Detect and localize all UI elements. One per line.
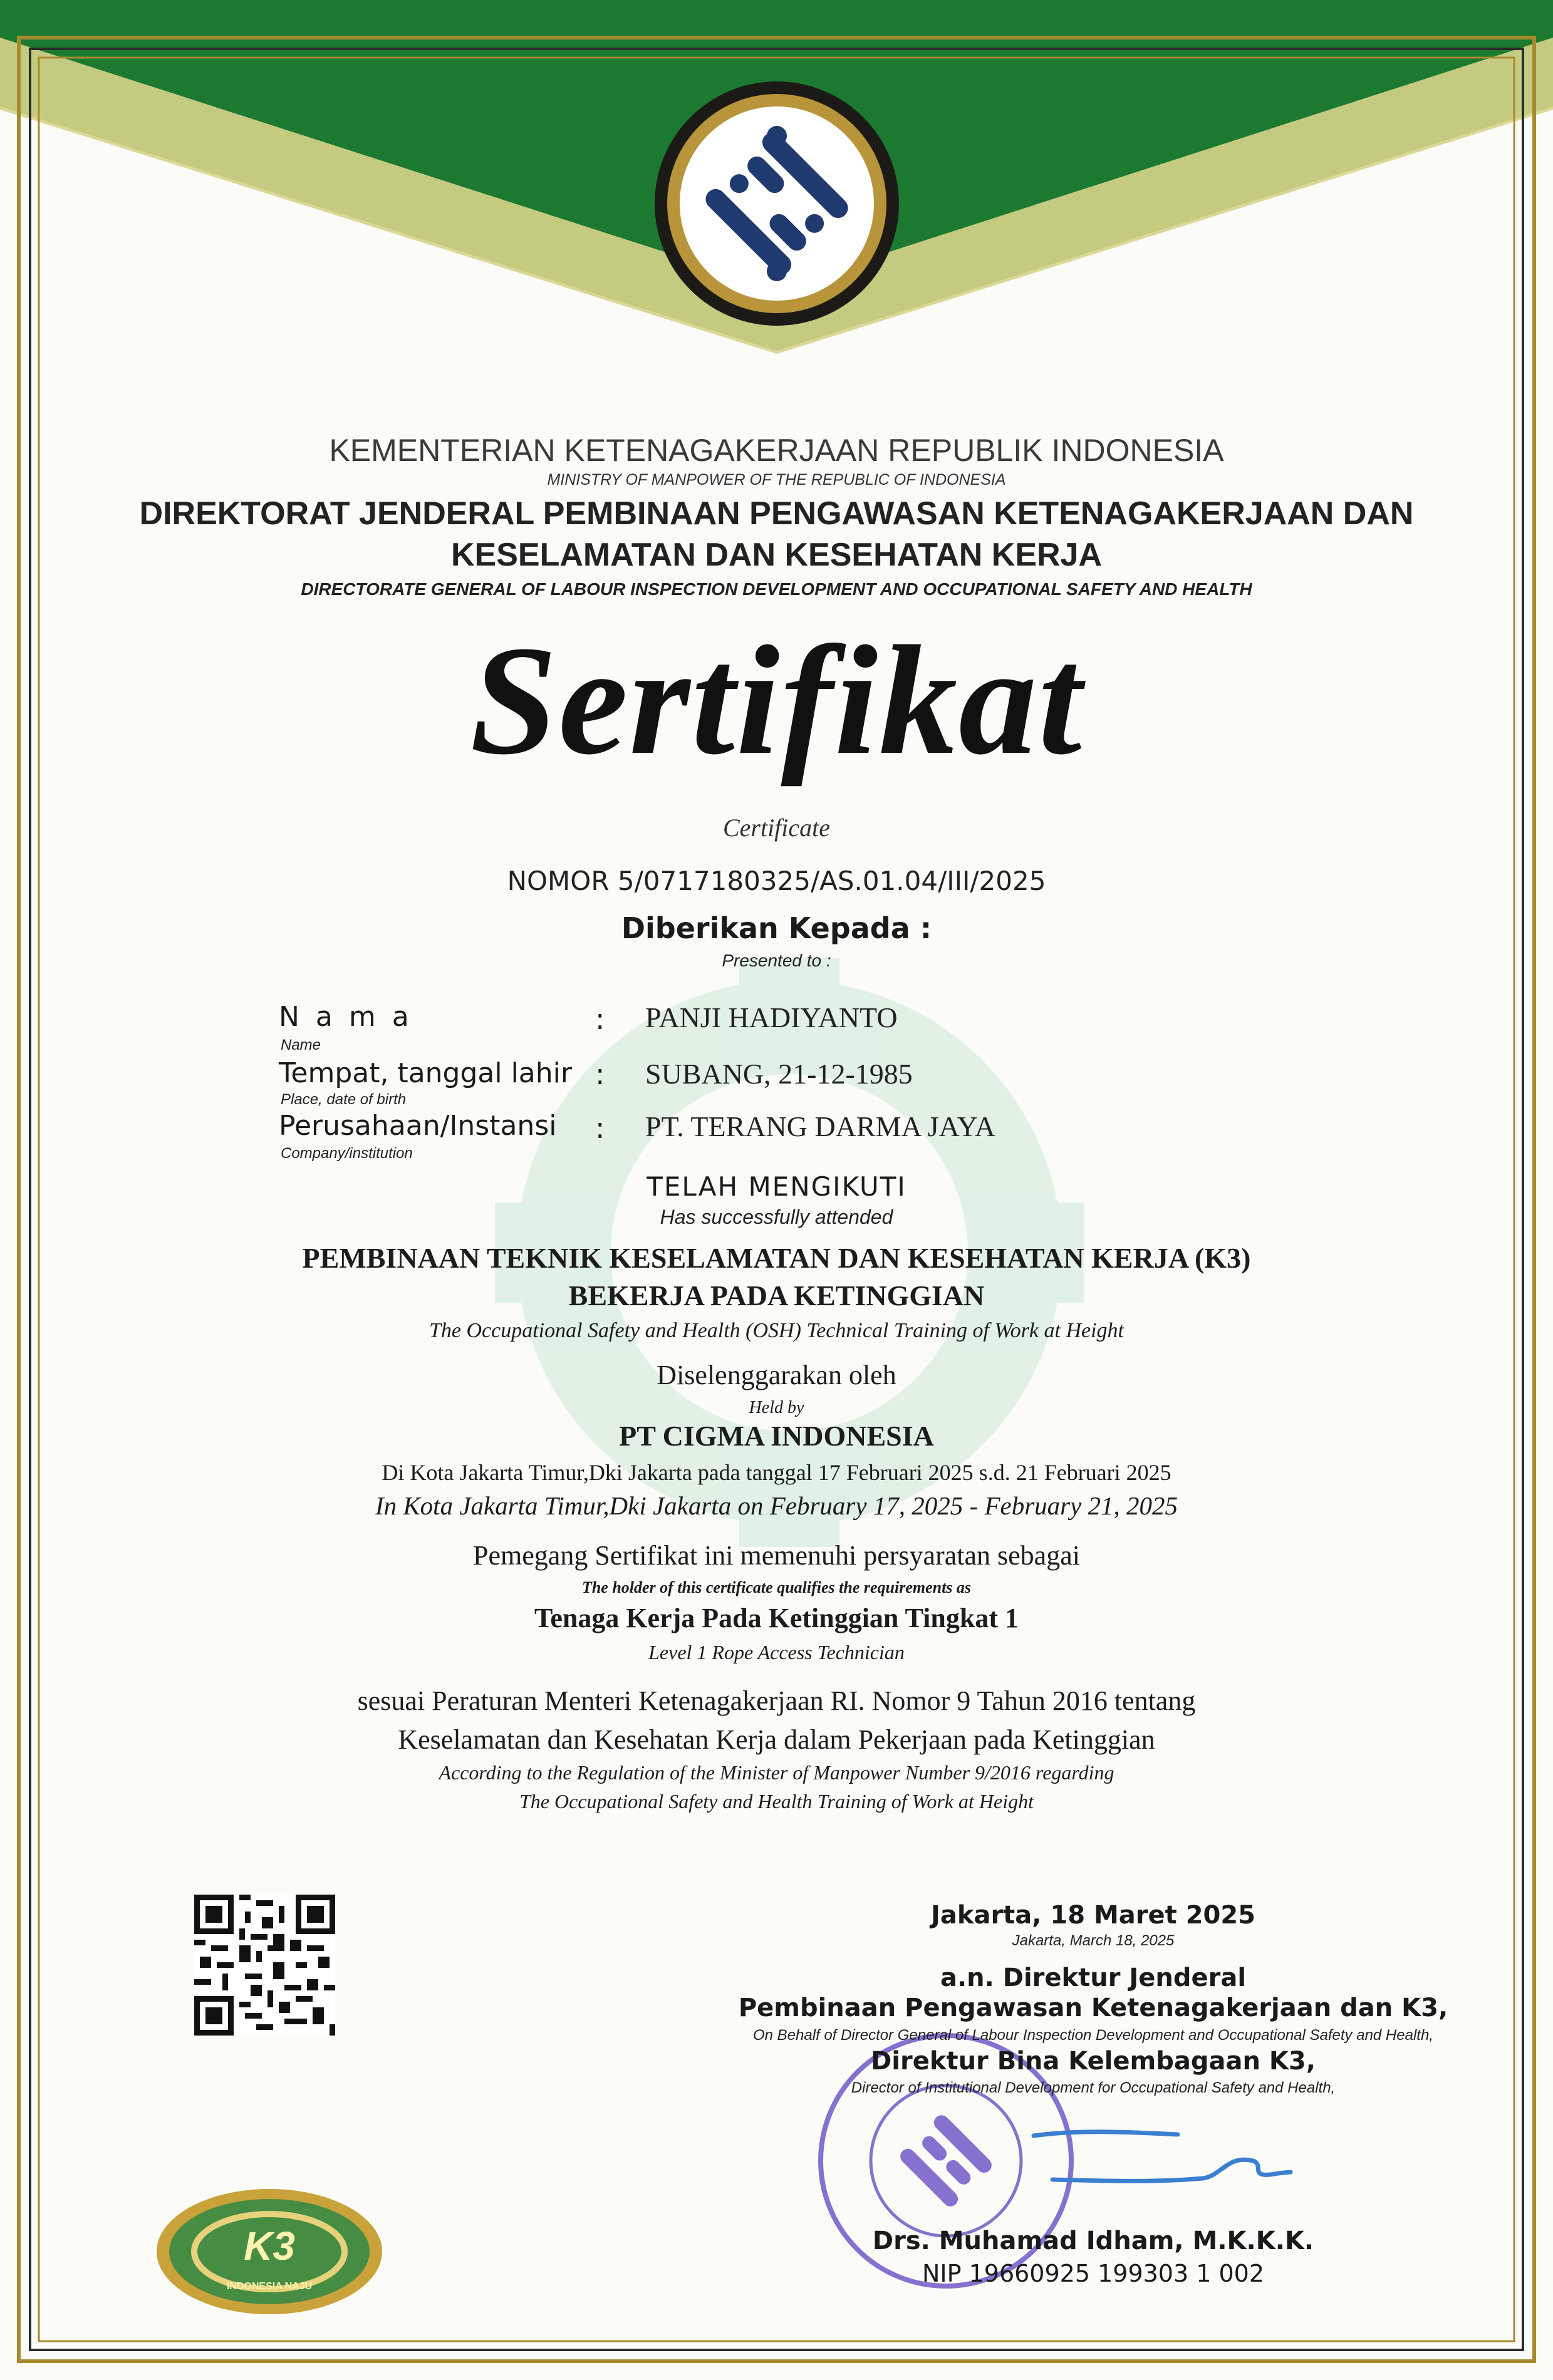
presented-to-label: Diberikan Kepada :	[621, 911, 932, 945]
attended-label-en: Has successfully attended	[660, 1206, 893, 1228]
directorate-title-line2: KESELAMATAN DAN KESEHATAN KERJA	[450, 537, 1103, 573]
directorate-title-line1: DIREKTORAT JENDERAL PEMBINAAN PENGAWASAN KETENAGAKERJAAN DAN	[139, 495, 1414, 532]
organizer-name: PT CIGMA INDONESIA	[619, 1420, 934, 1452]
sign-directorate-en: On Behalf of Director General of Labour Inspection Development and Occupational Safety and Health,	[753, 2027, 1433, 2044]
k3-badge-slogan: INDONESIA NAJU	[226, 2281, 313, 2292]
regulation-en-line2: The Occupational Safety and Health Training of Work at Height	[519, 1790, 1034, 1813]
presented-to-label-en: Presented to :	[722, 951, 831, 970]
training-place-date-en: In Kota Jakarta Timur,Dki Jakarta on February 17, 2025 - February 21, 2025	[375, 1491, 1178, 1520]
qualification-level-en: Level 1 Rope Access Technician	[648, 1641, 905, 1663]
sign-place-date: Jakarta, 18 Maret 2025	[930, 1901, 1256, 1930]
sign-behalf: a.n. Direktur Jenderal	[940, 1963, 1247, 1992]
signer-nip: NIP 19660925 199303 1 002	[922, 2260, 1265, 2287]
training-title-line2: BEKERJA PADA KETINGGIAN	[568, 1280, 985, 1312]
signature-scribble	[1027, 2111, 1303, 2211]
company-value: PT. TERANG DARMA JAYA	[645, 1110, 995, 1142]
certificate-subtitle: Certificate	[722, 814, 831, 842]
ministry-name-en: MINISTRY OF MANPOWER OF THE REPUBLIC OF INDONESIA	[547, 471, 1006, 489]
company-colon: :	[595, 1111, 605, 1145]
training-place-date: Di Kota Jakarta Timur,Dki Jakarta pada tanggal 17 Februari 2025 s.d. 21 Februari 2025	[382, 1460, 1171, 1485]
training-title-en: The Occupational Safety and Health (OSH) Technical Training of Work at Height	[429, 1319, 1124, 1342]
attended-label: TELAH MENGIKUTI	[647, 1171, 906, 1202]
name-label-en: Name	[281, 1037, 321, 1053]
qr-code-icon	[194, 1895, 335, 2036]
birth-colon: :	[595, 1057, 605, 1091]
signer-name: Drs. Muhamad Idham, M.K.K.K.	[872, 2227, 1314, 2255]
birth-label-en: Place, date of birth	[281, 1091, 407, 1108]
regulation-en-line1: According to the Regulation of the Minister of Manpower Number 9/2016 regarding	[439, 1761, 1114, 1784]
training-title-line1: PEMBINAAN TEKNIK KESELAMATAN DAN KESEHATAN KERJA (K3)	[302, 1242, 1251, 1274]
birth-value: SUBANG, 21-12-1985	[645, 1058, 913, 1090]
held-by-label-en: Held by	[749, 1398, 804, 1417]
regulation-line2: Keselamatan dan Kesehatan Kerja dalam Pekerjaan pada Ketinggian	[398, 1724, 1155, 1755]
certificate-title: Sertifikat	[470, 614, 1083, 787]
held-by-label: Diselenggarakan oleh	[657, 1360, 896, 1390]
directorate-title-en: DIRECTORATE GENERAL OF LABOUR INSPECTION DEVELOPMENT AND OCCUPATIONAL SAFETY AND HEALTH	[301, 579, 1252, 599]
birth-label: Tempat, tanggal lahir	[279, 1057, 572, 1089]
sign-director: Direktur Bina Kelembagaan K3,	[871, 2047, 1316, 2076]
k3-badge-text: K3	[244, 2223, 295, 2269]
ministry-name: KEMENTERIAN KETENAGAKERJAAN REPUBLIK INDONESIA	[329, 433, 1224, 468]
company-label-en: Company/institution	[281, 1145, 413, 1162]
name-colon: :	[595, 1002, 605, 1036]
holder-statement: Pemegang Sertifikat ini memenuhi persyaratan sebagai	[473, 1540, 1080, 1571]
regulation-line1: sesuai Peraturan Menteri Ketenagakerjaan RI. Nomor 9 Tahun 2016 tentang	[357, 1685, 1196, 1716]
name-label: N a m a	[279, 1001, 413, 1033]
certificate-number: NOMOR 5/0717180325/AS.01.04/III/2025	[507, 866, 1046, 896]
k3-hologram-icon	[153, 2186, 385, 2317]
sign-place-date-en: Jakarta, March 18, 2025	[1012, 1932, 1175, 1949]
sign-director-en: Director of Institutional Development for Occupational Safety and Health,	[851, 2079, 1336, 2096]
holder-statement-en: The holder of this certificate qualifies the requirements as	[581, 1578, 972, 1596]
company-label: Perusahaan/Instansi	[279, 1110, 557, 1142]
ministry-emblem-icon	[652, 78, 902, 329]
qualification-level: Tenaga Kerja Pada Ketinggian Tingkat 1	[534, 1603, 1019, 1633]
sign-directorate: Pembinaan Pengawasan Ketenagakerjaan dan K3,	[738, 1994, 1448, 2022]
name-value: PANJI HADIYANTO	[645, 1001, 898, 1033]
